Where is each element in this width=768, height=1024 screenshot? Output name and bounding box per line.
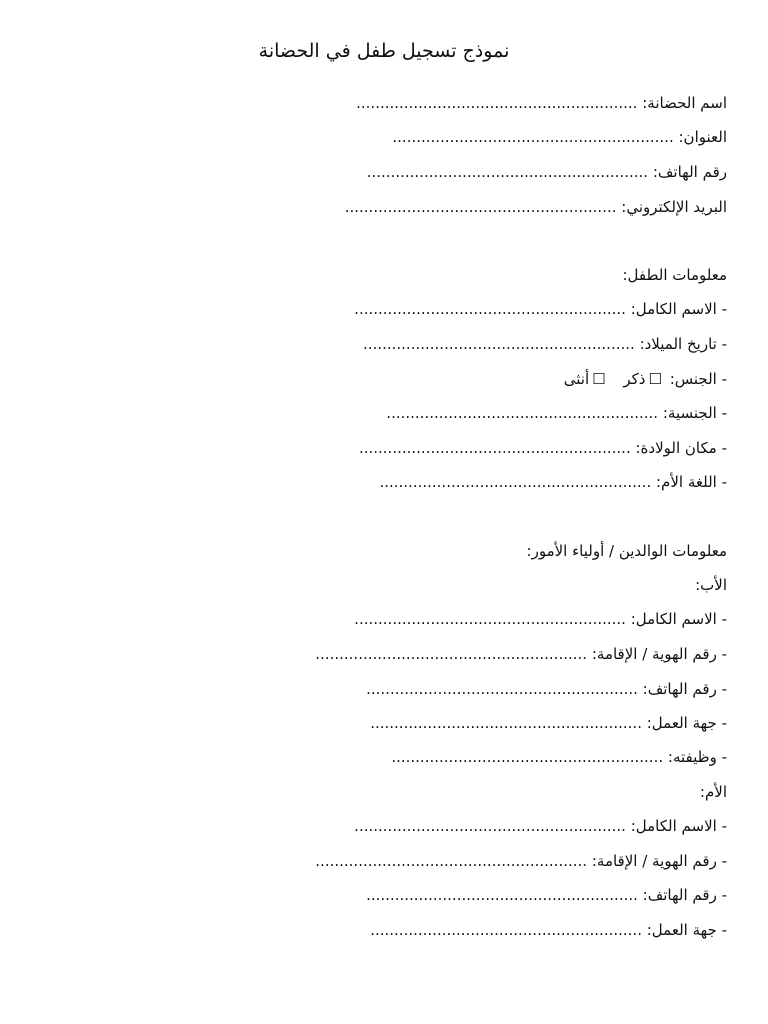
mother-phone-field[interactable] xyxy=(227,884,727,906)
mother-full-name-label: - الاسم الكامل: xyxy=(630,817,727,835)
nursery-phone-label: رقم الهاتف: xyxy=(652,163,727,181)
child-nationality-label: - الجنسية: xyxy=(662,404,727,422)
mother-heading: الأم: xyxy=(699,783,727,801)
child-birth-date-blank[interactable]: ......................................................... xyxy=(363,335,635,353)
mother-employer-label: - جهة العمل: xyxy=(646,921,727,939)
nursery-email-blank[interactable]: ......................................................... xyxy=(344,198,617,216)
father-full-name-blank[interactable]: ......................................................... xyxy=(354,610,626,628)
child-mother-tongue-field[interactable] xyxy=(227,471,727,493)
mother-full-name-blank[interactable]: ......................................................... xyxy=(354,817,626,835)
gender-female-checkbox[interactable]: ☐ xyxy=(592,370,606,388)
child-birth-place-blank[interactable]: ......................................................... xyxy=(358,439,631,457)
father-id-blank[interactable]: ......................................................... xyxy=(315,645,588,663)
father-job-field[interactable] xyxy=(227,746,727,768)
nursery-name-label: اسم الحضانة: xyxy=(642,94,727,112)
father-job-blank[interactable]: ......................................................... xyxy=(391,748,664,766)
nursery-name-field[interactable] xyxy=(227,92,727,114)
parents-info-heading: معلومات الوالدين / أولياء الأمور: xyxy=(526,542,727,560)
child-mother-tongue-label: - اللغة الأم: xyxy=(656,473,727,491)
mother-id-blank[interactable]: ......................................................... xyxy=(315,852,588,870)
mother-phone-label: - رقم الهاتف: xyxy=(642,886,727,904)
child-full-name-label: - الاسم الكامل: xyxy=(630,300,727,318)
father-full-name-label: - الاسم الكامل: xyxy=(630,610,727,628)
nursery-name-blank[interactable]: ........................................................... xyxy=(356,94,638,112)
mother-phone-blank[interactable]: ......................................................... xyxy=(366,886,638,904)
mother-employer-blank[interactable]: ......................................................... xyxy=(370,921,642,939)
father-employer-blank[interactable]: ......................................................... xyxy=(370,714,642,732)
nursery-address-blank[interactable]: ........................................................... xyxy=(392,128,674,146)
mother-full-name-field[interactable] xyxy=(227,815,727,837)
father-heading: الأب: xyxy=(695,576,727,594)
father-id-field[interactable] xyxy=(227,643,727,665)
father-phone-label: - رقم الهاتف: xyxy=(642,680,727,698)
nursery-address-field[interactable] xyxy=(227,126,727,148)
nursery-address-label: العنوان: xyxy=(678,128,727,146)
child-info-heading: معلومات الطفل: xyxy=(622,266,727,284)
father-phone-field[interactable] xyxy=(227,678,727,700)
child-full-name-blank[interactable]: ......................................................... xyxy=(354,300,626,318)
child-birth-place-label: - مكان الولادة: xyxy=(635,439,727,457)
mother-employer-field[interactable] xyxy=(227,919,727,941)
father-employer-field[interactable] xyxy=(227,712,727,734)
nursery-email-label: البريد الإلكتروني: xyxy=(621,198,727,216)
child-birth-place-field[interactable] xyxy=(227,437,727,459)
form-title: نموذج تسجيل طفل في الحضانة xyxy=(258,40,510,62)
child-full-name-field[interactable] xyxy=(227,298,727,320)
father-job-label: - وظيفته: xyxy=(667,748,727,766)
father-employer-label: - جهة العمل: xyxy=(646,714,727,732)
gender-female-label: أنثى xyxy=(563,370,590,388)
father-full-name-field[interactable] xyxy=(227,608,727,630)
child-gender-field xyxy=(227,368,727,390)
nursery-phone-field[interactable] xyxy=(227,161,727,183)
child-birth-date-label: - تاريخ الميلاد: xyxy=(639,335,727,353)
mother-id-field[interactable] xyxy=(227,850,727,872)
nursery-email-field[interactable] xyxy=(227,196,727,218)
child-birth-date-field[interactable] xyxy=(227,333,727,355)
child-gender-label: - الجنس: xyxy=(669,370,727,388)
father-id-label: - رقم الهوية / الإقامة: xyxy=(591,645,727,663)
child-mother-tongue-blank[interactable]: ......................................................... xyxy=(379,473,652,491)
child-nationality-blank[interactable]: ......................................................... xyxy=(386,404,659,422)
gender-male-checkbox[interactable]: ☐ xyxy=(648,370,662,388)
father-phone-blank[interactable]: ......................................................... xyxy=(366,680,638,698)
child-nationality-field[interactable] xyxy=(227,402,727,424)
nursery-phone-blank[interactable]: ........................................................... xyxy=(366,163,649,181)
mother-id-label: - رقم الهوية / الإقامة: xyxy=(591,852,727,870)
gender-male-label: ذكر xyxy=(623,370,646,388)
